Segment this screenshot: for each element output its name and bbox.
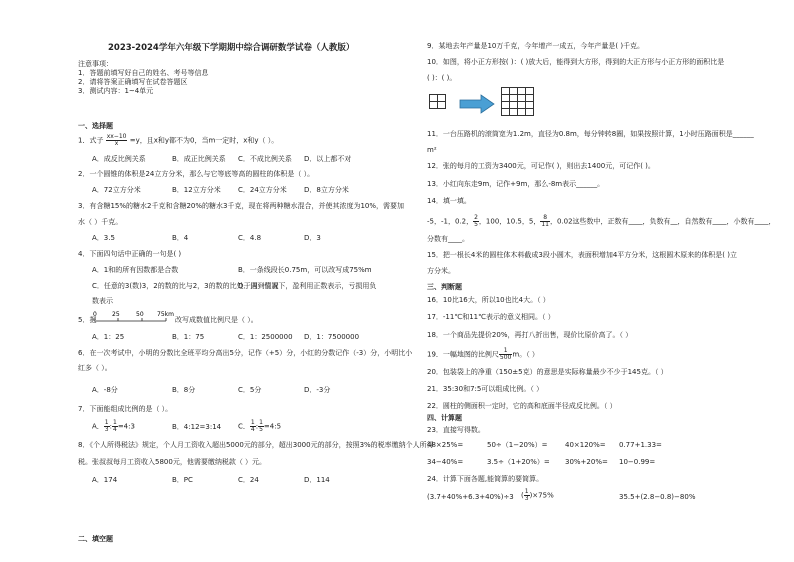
fraction-denominator: 11 — [541, 221, 549, 228]
q1-pre: 1．式子 — [78, 136, 104, 145]
option-b: B．8分 — [172, 386, 196, 394]
fraction — [250, 420, 256, 433]
fraction-numerator: 1 — [259, 419, 263, 426]
fraction-denominator: 500 — [499, 354, 512, 361]
option-a: A．174 — [92, 476, 118, 484]
fraction-denominator: 3 — [104, 426, 109, 433]
question-9: 9．某地去年产量是10万千克，今年增产一成五，今年产量是( )千克。 — [427, 42, 645, 50]
calc-item: 34−40%= — [427, 458, 464, 466]
option-a: A．1和的所有因数都是合数 — [92, 266, 179, 274]
q19-post: m。（ ） — [512, 350, 539, 359]
calc-item: 3.5÷（1+20%）= — [487, 458, 550, 466]
fraction-denominator: 4 — [250, 426, 255, 433]
calc-expression: 35.5+(2.8−0.8)−80% — [619, 493, 696, 501]
option-c: C．不成比例关系 — [238, 155, 292, 163]
question-17: 17．-11℃和11℃表示的意义相同。（ ） — [427, 313, 555, 321]
section-heading: 一、选择题 — [78, 122, 113, 130]
question-20: 20．包装袋上的净重（150±5克）的意思是实际称量最少不少于145克。（ ） — [427, 368, 668, 376]
notice-heading: 注意事项： — [78, 60, 113, 68]
fraction-numerator: 1 — [524, 488, 529, 495]
fraction-denominator: 4 — [112, 426, 117, 433]
option-d: D．3 — [304, 234, 321, 242]
option-b: B．PC — [172, 476, 193, 484]
calc-item: 40×120%= — [565, 441, 606, 449]
question-16: 16．10比16大，所以10也比4大。（ ） — [427, 296, 550, 304]
right-arrow-icon — [459, 94, 495, 114]
notice-item: 1．答题前填写好自己的姓名、考号等信息 — [78, 69, 209, 77]
question-14-heading: 14．填一填。 — [427, 197, 471, 205]
option-b: B．1：75 — [172, 333, 205, 341]
expr-pre: ( — [521, 491, 524, 500]
q1-fraction — [106, 134, 128, 147]
question-3-line1: 3．有含糖15%的糖水2千克和含糖20%的糖水3千克，现在将两种糖水混合，并使其浓度为10%，需要加 — [78, 202, 405, 210]
scale-label: 75km — [157, 311, 174, 318]
section-heading: 三、判断题 — [427, 283, 462, 291]
option-d: D．以上都不对 — [304, 155, 352, 163]
option-b: B．一条线段长0.75m，可以改写成75%m — [238, 266, 372, 274]
option-d: D．遇到情况下，盈利用正数表示，亏损用负 — [238, 282, 377, 290]
question-21: 21．35:30和7:5可以组成比例。（ ） — [427, 385, 544, 393]
question-5-pre: 5．把 — [78, 316, 97, 324]
fraction-denominator: 5 — [474, 221, 478, 228]
option-d: D．8立方分米 — [304, 186, 349, 194]
option-c: C．1：2500000 — [238, 333, 293, 341]
question-2: 2．一个圆锥的体积是24立方分米，那么与它等底等高的圆柱的体积是（ ）。 — [78, 170, 315, 178]
option-c: C．24立方分米 — [238, 186, 287, 194]
option-suffix: =4:3 — [117, 422, 135, 431]
option-a: A．成反比例关系 — [92, 155, 146, 163]
section-heading: 二、填空题 — [78, 535, 113, 543]
calc-expression: (3.7+40%+6.3+40%)÷3 — [427, 493, 514, 501]
question-14-line2: 分数有____。 — [427, 235, 469, 243]
option-c: C． $\frac{1}{4}$ : $\frac{1}{5}$ =4:5 — [238, 419, 282, 433]
question-10-line2: ( )：( )。 — [427, 74, 457, 82]
question-15-line2: 方分米。 — [427, 267, 455, 275]
calc-item: 30%+20%= — [565, 458, 608, 466]
option-b: B．成正比例关系 — [172, 155, 226, 163]
question-7: 7．下面能组成比例的是（ ）。 — [78, 405, 173, 413]
fraction-denominator: x — [114, 140, 119, 147]
fraction — [104, 420, 110, 433]
fraction-denominator: 3 — [524, 495, 529, 502]
question-4: 4．下面四句话中正确的一句是( ) — [78, 250, 182, 258]
option-a: A．3.5 — [92, 234, 115, 242]
scale-label: 0 — [93, 311, 97, 318]
question-8-line1: 8．《个人所得税法》规定，个人月工资收入超出5000元的部分，超出3000元的部分，按照3%的税率缴纳个人所得 — [78, 441, 434, 449]
question-6-line2: 红多（ ）。 — [78, 364, 112, 372]
fraction-numerator: 2 — [474, 214, 478, 221]
question-3-line2: 水（ ）千克。 — [78, 218, 123, 226]
option-a: A．1：25 — [92, 333, 125, 341]
question-5-post: 改写成数值比例尺是（ ）。 — [175, 316, 258, 324]
question-8-line2: 税。张叔叔每月工资收入5800元，他需要缴纳税款（ ）元。 — [78, 458, 267, 466]
q14-post: ，0.02这些数中，正数有____，负数有__，自然数有____，小数有____， — [549, 217, 776, 226]
question-11-line2: m² — [427, 146, 437, 154]
option-b: B．4 — [172, 234, 189, 242]
option-suffix: =4:5 — [263, 422, 282, 431]
fraction-denominator: 5 — [259, 426, 263, 433]
option-c: C．4.8 — [238, 234, 262, 242]
notice-item: 2．请将答案正确填写在试卷答题区 — [78, 78, 188, 86]
question-14-numbers — [427, 215, 776, 228]
calc-item: 10−0.99= — [619, 458, 656, 466]
fraction-numerator: 1 — [104, 419, 109, 426]
option-a: A．72立方分米 — [92, 186, 141, 194]
question-6-line1: 6．在一次考试中，小明的分数比全班平均分高出5分，记作（+5）分，小红的分数记作（-3）分，小明比小 — [78, 349, 413, 357]
notice-item: 3．测试内容：1~4单元 — [78, 87, 154, 95]
fraction-numerator: 1 — [250, 419, 255, 426]
option-b: B．4:12=3:14 — [172, 423, 222, 431]
fraction-numerator: xx−10 — [106, 133, 127, 140]
option-d-cont: 数表示 — [92, 297, 113, 305]
fraction-numerator: 1 — [499, 348, 512, 355]
question-10-line1: 10．如图，将小正方形按( )：( )放大后，能得到大方形，得到的大正方形与小正方形的面积比是 — [427, 58, 725, 66]
q1-post: =y，且x和y都不为0，当m一定时，x和y（ ）。 — [129, 136, 279, 145]
option-d: D．114 — [304, 476, 330, 484]
calc-expression — [521, 489, 554, 502]
scale-label: 25 — [112, 311, 120, 318]
option-d: D．-3分 — [304, 386, 331, 394]
fraction-numerator: 1 — [112, 419, 117, 426]
calc-item: 48×25%= — [427, 441, 464, 449]
question-15-line1: 15．把一根长4米的圆柱体木料截成3段小圆木，表面积增加4平方分米，这根圆木原来的体积是( )立 — [427, 251, 737, 259]
question-23: 23．直接写得数。 — [427, 426, 485, 434]
fraction — [499, 348, 512, 361]
small-square-figure — [429, 94, 446, 109]
exam-title: 2023-2024学年六年级下学期期中综合调研数学试卷（人教版） — [108, 43, 355, 53]
question-11-line1: 11．一台压路机的滚筒宽为1.2m，直径为0.8m，每分钟转8圈，如果按照计算，1小时压路面积是______ — [427, 130, 754, 138]
question-18: 18．一个商品先提价20%，再打八折出售，现价比原价高了。（ ） — [427, 331, 633, 339]
option-prefix: C． — [238, 422, 250, 431]
calc-item: 0.77+1.33= — [619, 441, 662, 449]
large-square-figure — [501, 87, 534, 116]
question-12: 12．张的每月的工资为3400元，可记作( )，则出去1400元，可记作( )。 — [427, 162, 655, 170]
option-c: C．任意的3(数)3，2的数的比与2，3的数的比处于同一位置 — [92, 282, 279, 290]
option-a: A． $\frac{1}{3}$ : $\frac{1}{4}$ =4:3 — [92, 419, 135, 433]
option-d: D．1：7500000 — [304, 333, 360, 341]
option-c: C．24 — [238, 476, 259, 484]
question-1 — [78, 134, 278, 147]
option-prefix: A． — [92, 422, 104, 431]
q14-pre: -5，-1，0.2， — [427, 217, 474, 226]
q14-mid: ，100，10.5，5， — [478, 217, 541, 226]
question-24: 24．计算下面各题,能简算的要简算。 — [427, 475, 544, 483]
section-heading: 四、计算题 — [427, 414, 462, 422]
fraction-numerator: 8 — [540, 215, 550, 222]
line-scale — [92, 309, 174, 325]
option-b: B．12立方分米 — [172, 186, 221, 194]
option-a: A．-8分 — [92, 386, 118, 394]
question-19 — [427, 348, 539, 361]
question-13: 13．小红向东走9m，记作+9m，那么-8m表示______。 — [427, 180, 605, 188]
calc-item: 50÷（1−20%）= — [487, 441, 548, 449]
fraction — [540, 215, 550, 228]
expr-post: )×75% — [529, 491, 554, 500]
question-22: 22．圆柱的侧面积一定时，它的高和底面半径成反比例。（ ） — [427, 402, 617, 410]
option-c: C．5分 — [238, 386, 262, 394]
q19-pre: 19．一幅地图的比例尺 — [427, 350, 499, 359]
scale-label: 50 — [136, 311, 144, 318]
